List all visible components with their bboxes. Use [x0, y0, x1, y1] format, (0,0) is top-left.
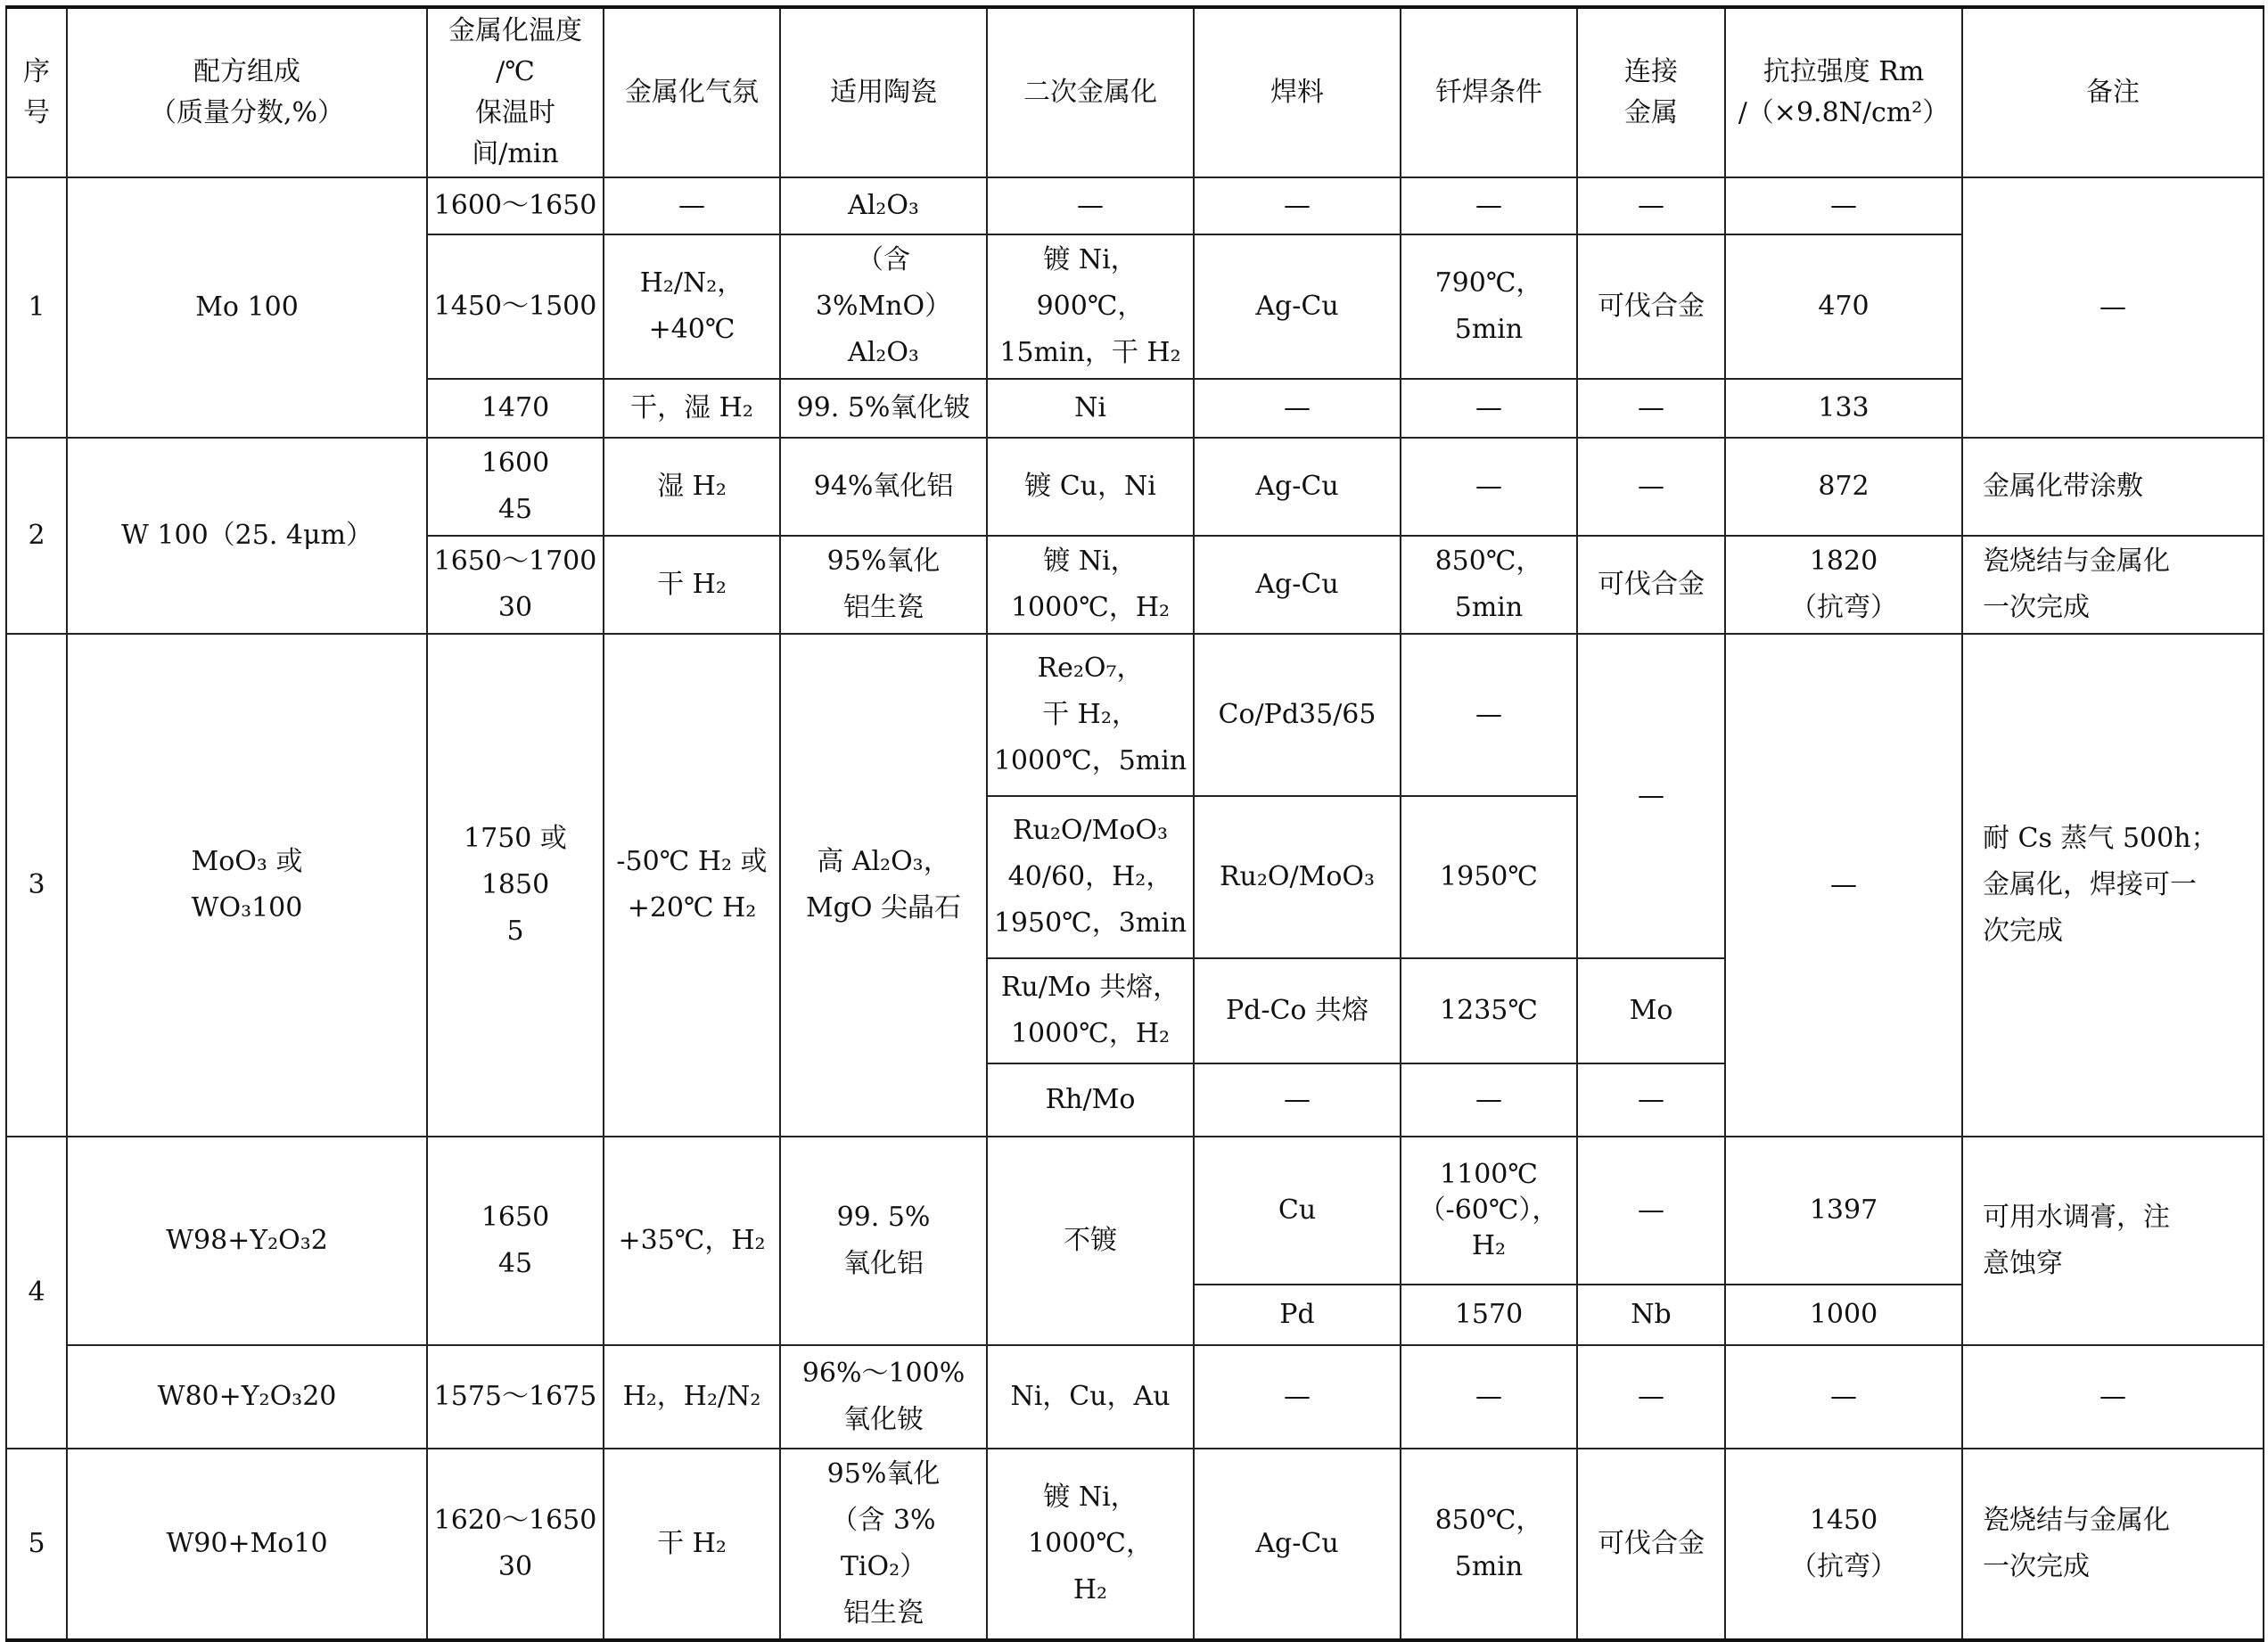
cell-ceramic: Al₂O₃	[780, 177, 987, 234]
spec-table-container	[5, 5, 2263, 1642]
cell-temp: 1575～1675	[427, 1345, 604, 1449]
table-header	[6, 7, 2264, 177]
cell-atmosphere: 干，湿 H₂	[604, 379, 780, 438]
cell-solder: Ag-Cu	[1194, 438, 1401, 536]
cell-ceramic: 96%～100% 氧化铍	[780, 1345, 987, 1449]
cell-formula: W80+Y₂O₃20	[67, 1345, 427, 1449]
cell-solder: Ru₂O/MoO₃	[1194, 796, 1401, 958]
cell-secondary: Ni，Cu，Au	[987, 1345, 1194, 1449]
cell-formula: MoO₃ 或 WO₃100	[67, 634, 427, 1137]
cell-seq: 2	[6, 438, 67, 634]
cell-strength: 1820 （抗弯）	[1725, 536, 1962, 634]
cell-solder: Cu	[1194, 1137, 1401, 1285]
cell-secondary: Ni	[987, 379, 1194, 438]
header-brazing: 钎焊条件	[1401, 7, 1577, 177]
cell-brazing: —	[1401, 634, 1577, 796]
cell-ceramic: （含 3%MnO） Al₂O₃	[780, 234, 987, 379]
cell-secondary: —	[987, 177, 1194, 234]
cell-formula: W98+Y₂O₃2	[67, 1137, 427, 1345]
cell-formula: W90+Mo10	[67, 1449, 427, 1640]
cell-secondary: Ru/Mo 共熔， 1000℃，H₂	[987, 958, 1194, 1063]
cell-brazing: 1100℃ （-60℃）， H₂	[1401, 1137, 1577, 1285]
cell-note: 可用水调膏，注 意蚀穿	[1962, 1137, 2264, 1345]
cell-metal: —	[1577, 1063, 1725, 1137]
cell-brazing: 790℃，5min	[1401, 234, 1577, 379]
table-body	[6, 177, 2264, 1640]
cell-secondary: 镀 Ni， 1000℃，H₂	[987, 536, 1194, 634]
header-secondary: 二次金属化	[987, 7, 1194, 177]
metallization-table	[5, 5, 2264, 1642]
cell-metal: 可伐合金	[1577, 536, 1725, 634]
cell-seq: 5	[6, 1449, 67, 1640]
cell-solder: —	[1194, 1345, 1401, 1449]
cell-secondary: Ru₂O/MoO₃ 40/60，H₂， 1950℃，3min	[987, 796, 1194, 958]
cell-secondary: Rh/Mo	[987, 1063, 1194, 1137]
table-row	[6, 634, 2264, 796]
cell-strength: 133	[1725, 379, 1962, 438]
cell-atmosphere: 干 H₂	[604, 1449, 780, 1640]
cell-brazing: 1570	[1401, 1285, 1577, 1345]
table-row	[6, 1345, 2264, 1449]
cell-secondary: 镀 Cu，Ni	[987, 438, 1194, 536]
cell-temp: 1750 或 1850 5	[427, 634, 604, 1137]
table-row	[6, 1449, 2264, 1640]
cell-atmosphere: 干 H₂	[604, 536, 780, 634]
cell-solder: Pd-Co 共熔	[1194, 958, 1401, 1063]
cell-strength: —	[1725, 177, 1962, 234]
cell-brazing: —	[1401, 438, 1577, 536]
cell-solder: Ag-Cu	[1194, 536, 1401, 634]
cell-solder: Ag-Cu	[1194, 1449, 1401, 1640]
cell-note: —	[1962, 1345, 2264, 1449]
header-strength: 抗拉强度 Rm /（×9.8N/cm²）	[1725, 7, 1962, 177]
cell-ceramic: 99. 5%氧化铍	[780, 379, 987, 438]
cell-note: 瓷烧结与金属化 一次完成	[1962, 536, 2264, 634]
cell-metal: Mo	[1577, 958, 1725, 1063]
cell-atmosphere: H₂/N₂， +40℃	[604, 234, 780, 379]
cell-temp: 1650 45	[427, 1137, 604, 1345]
header-ceramic: 适用陶瓷	[780, 7, 987, 177]
cell-temp: 1470	[427, 379, 604, 438]
cell-temp: 1450～1500	[427, 234, 604, 379]
cell-strength: 872	[1725, 438, 1962, 536]
cell-strength: 1000	[1725, 1285, 1962, 1345]
table-row	[6, 438, 2264, 536]
cell-seq: 3	[6, 634, 67, 1137]
cell-brazing: 850℃， 5min	[1401, 1449, 1577, 1640]
cell-brazing: —	[1401, 379, 1577, 438]
cell-metal: Nb	[1577, 1285, 1725, 1345]
cell-strength: —	[1725, 634, 1962, 1137]
cell-brazing: —	[1401, 1345, 1577, 1449]
cell-strength: 470	[1725, 234, 1962, 379]
cell-strength: 1450 （抗弯）	[1725, 1449, 1962, 1640]
cell-note: 金属化带涂敷	[1962, 438, 2264, 536]
header-note: 备注	[1962, 7, 2264, 177]
cell-seq: 4	[6, 1137, 67, 1449]
cell-atmosphere: H₂，H₂/N₂	[604, 1345, 780, 1449]
cell-note: 耐 Cs 蒸气 500h； 金属化，焊接可一 次完成	[1962, 634, 2264, 1137]
header-formula: 配方组成 （质量分数,%）	[67, 7, 427, 177]
cell-formula: W 100（25. 4μm）	[67, 438, 427, 634]
cell-formula: Mo 100	[67, 177, 427, 438]
cell-temp: 1650～1700 30	[427, 536, 604, 634]
cell-ceramic: 95%氧化 铝生瓷	[780, 536, 987, 634]
cell-metal: —	[1577, 438, 1725, 536]
cell-metal: —	[1577, 634, 1725, 958]
cell-metal: 可伐合金	[1577, 234, 1725, 379]
cell-solder: Co/Pd35/65	[1194, 634, 1401, 796]
cell-metal: —	[1577, 1137, 1725, 1285]
cell-solder: —	[1194, 1063, 1401, 1137]
header-temp: 金属化温度 /℃ 保温时间/min	[427, 7, 604, 177]
cell-solder: Ag-Cu	[1194, 234, 1401, 379]
cell-ceramic: 95%氧化 （含 3% TiO₂） 铝生瓷	[780, 1449, 987, 1640]
cell-brazing: 1950℃	[1401, 796, 1577, 958]
cell-ceramic: 99. 5% 氧化铝	[780, 1137, 987, 1345]
cell-brazing: 850℃， 5min	[1401, 536, 1577, 634]
header-seq: 序 号	[6, 7, 67, 177]
header-metal: 连接 金属	[1577, 7, 1725, 177]
cell-brazing: —	[1401, 177, 1577, 234]
table-row	[6, 1137, 2264, 1285]
cell-ceramic: 94%氧化铝	[780, 438, 987, 536]
cell-strength: 1397	[1725, 1137, 1962, 1285]
cell-metal: 可伐合金	[1577, 1449, 1725, 1640]
cell-atmosphere: +35℃，H₂	[604, 1137, 780, 1345]
cell-secondary: 镀 Ni，900℃， 15min，干 H₂	[987, 234, 1194, 379]
cell-secondary: Re₂O₇， 干 H₂， 1000℃，5min	[987, 634, 1194, 796]
cell-brazing: 1235℃	[1401, 958, 1577, 1063]
cell-atmosphere: -50℃ H₂ 或 +20℃ H₂	[604, 634, 780, 1137]
cell-metal: —	[1577, 1345, 1725, 1449]
cell-note: —	[1962, 177, 2264, 438]
cell-metal: —	[1577, 379, 1725, 438]
cell-solder: —	[1194, 177, 1401, 234]
cell-metal: —	[1577, 177, 1725, 234]
cell-note: 瓷烧结与金属化 一次完成	[1962, 1449, 2264, 1640]
cell-secondary: 镀 Ni， 1000℃， H₂	[987, 1449, 1194, 1640]
cell-temp: 1620～1650 30	[427, 1449, 604, 1640]
cell-solder: Pd	[1194, 1285, 1401, 1345]
cell-strength: —	[1725, 1345, 1962, 1449]
cell-seq: 1	[6, 177, 67, 438]
header-solder: 焊料	[1194, 7, 1401, 177]
cell-solder: —	[1194, 379, 1401, 438]
cell-ceramic: 高 Al₂O₃， MgO 尖晶石	[780, 634, 987, 1137]
header-atmosphere: 金属化气氛	[604, 7, 780, 177]
cell-temp: 1600 45	[427, 438, 604, 536]
cell-temp: 1600～1650	[427, 177, 604, 234]
cell-atmosphere: 湿 H₂	[604, 438, 780, 536]
cell-atmosphere: —	[604, 177, 780, 234]
table-row	[6, 177, 2264, 234]
cell-secondary: 不镀	[987, 1137, 1194, 1345]
cell-brazing: —	[1401, 1063, 1577, 1137]
